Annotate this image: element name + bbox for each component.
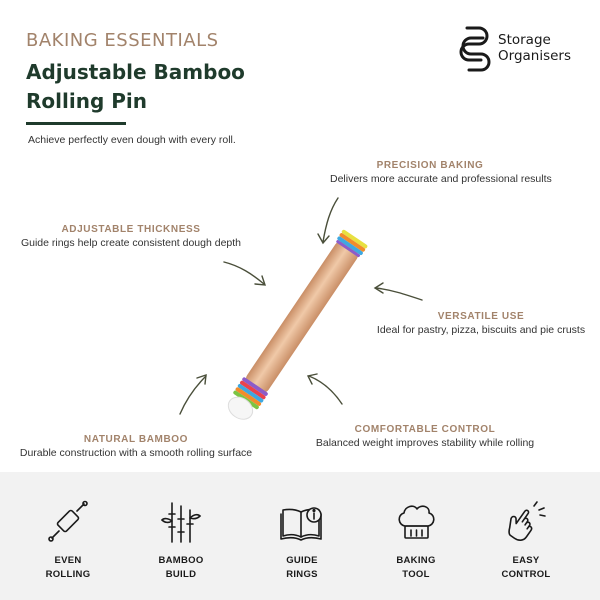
feature-label-line2: BUILD <box>165 569 197 580</box>
feature-label-line1: BAKING <box>396 555 436 566</box>
chef-hat-icon <box>394 500 438 544</box>
feature-label-line2: RINGS <box>286 569 318 580</box>
pointing-hand-icon <box>504 500 548 544</box>
feature-guide-rings <box>252 500 352 582</box>
bottom-guide-rings <box>233 377 269 410</box>
feature-label-line2: CONTROL <box>501 569 551 580</box>
feature-label <box>18 554 118 582</box>
callout-adjustable-thickness <box>16 224 246 249</box>
end-cap <box>224 393 257 424</box>
callout-heading: VERSATILE USE <box>437 311 525 322</box>
product-tagline: Achieve perfectly even dough with every roll. <box>28 134 236 146</box>
feature-label <box>366 554 466 582</box>
callout-description: Balanced weight improves stability while rolling <box>315 437 535 449</box>
feature-label-line2: TOOL <box>402 569 430 580</box>
rolling-pin-icon <box>46 500 90 544</box>
callout-precision-baking <box>330 160 552 185</box>
rolling-pin <box>222 229 368 425</box>
feature-label-line2: ROLLING <box>45 569 91 580</box>
section-kicker: BAKING ESSENTIALS <box>26 30 219 51</box>
top-guide-rings <box>335 229 368 258</box>
arrow-precision <box>318 198 338 243</box>
feature-baking-tool <box>366 500 466 582</box>
callout-versatile-use <box>372 311 590 336</box>
interlinked-loops-logo-icon <box>458 24 492 74</box>
title-divider <box>26 122 126 125</box>
feature-label-line1: EASY <box>512 555 540 566</box>
bamboo-icon <box>159 500 203 544</box>
brand-logo <box>458 24 588 74</box>
feature-easy-control <box>476 500 576 582</box>
feature-label-line1: GUIDE <box>286 555 318 566</box>
feature-label <box>476 554 576 582</box>
callout-description: Ideal for pastry, pizza, biscuits and pie crusts <box>376 324 586 336</box>
callout-description: Delivers more accurate and professional results <box>330 173 552 185</box>
feature-label <box>252 554 352 582</box>
callout-heading: ADJUSTABLE THICKNESS <box>61 224 201 235</box>
brand-name <box>498 32 571 64</box>
callout-heading: NATURAL BAMBOO <box>83 434 189 445</box>
callout-natural-bamboo <box>14 434 258 459</box>
feature-label <box>131 554 231 582</box>
arrow-comfort <box>308 374 342 404</box>
product-title: Adjustable Bamboo Rolling Pin <box>26 60 245 113</box>
arrow-versatile <box>375 283 422 300</box>
callout-heading: PRECISION BAKING <box>376 160 484 171</box>
arrow-thickness <box>224 262 265 285</box>
callout-description: Durable construction with a smooth rolling surface <box>19 447 253 459</box>
callout-heading: COMFORTABLE CONTROL <box>354 424 496 435</box>
brand-name-line1: Storage <box>498 32 551 48</box>
feature-label-line1: BAMBOO <box>158 555 204 566</box>
feature-bamboo-build <box>131 500 231 582</box>
brand-name-line2: Organisers <box>498 48 572 64</box>
feature-label-line1: EVEN <box>54 555 82 566</box>
callout-comfortable-control <box>312 424 538 449</box>
feature-even-rolling <box>18 500 118 582</box>
callout-description: Guide rings help create consistent dough depth <box>20 237 242 249</box>
arrow-natural <box>180 375 206 414</box>
guide-book-icon <box>279 500 325 544</box>
